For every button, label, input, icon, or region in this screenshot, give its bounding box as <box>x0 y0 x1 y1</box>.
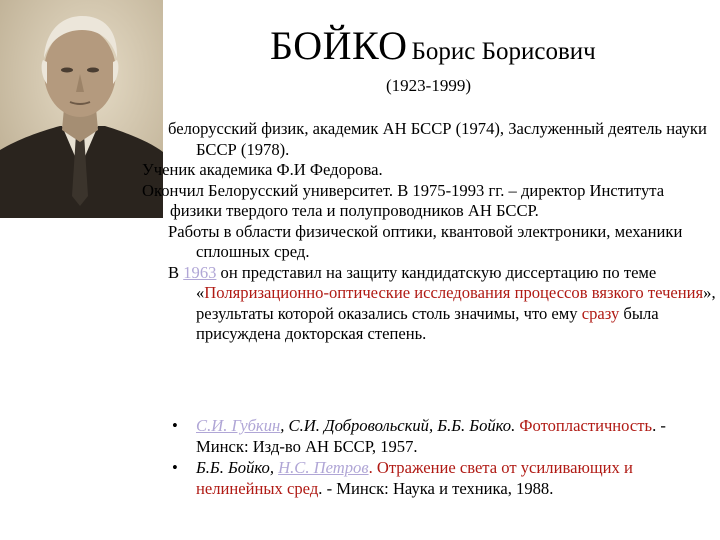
bullet: • <box>172 458 178 477</box>
given-names: Борис Борисович <box>411 38 596 65</box>
bio-text: В <box>168 262 184 282</box>
bio-text: он представил на защиту кандидатскую диссертацию по теме « <box>196 262 657 302</box>
thesis-title: Поляризационно-оптические исследования процессов вязкого течения <box>204 283 704 302</box>
publication-info: . - Минск: Наука и техника, 1988. <box>318 478 554 498</box>
bio-paragraph-1: белорусский физик, академик АН БССР (1974), Заслуженный деятель науки БССР (1978). <box>168 119 707 159</box>
bio-paragraph-4: Работы в области физической оптики, квантовой электроники, механики сплошных сред. <box>168 221 683 261</box>
bio-paragraph-5 <box>168 263 716 345</box>
bio-text: была присуждена докторская степень. <box>196 303 659 343</box>
list-item <box>168 416 716 457</box>
bio-paragraph-2: Ученик академика Ф.И Федорова. <box>142 160 383 179</box>
publication-info: . - Минск: Изд-во АН БССР, 1957. <box>196 416 666 456</box>
bio-text: », результаты которой оказались столь значимы, что ему <box>196 283 716 323</box>
surname: БОЙКО <box>270 23 408 68</box>
author-link[interactable]: С.И. Губкин <box>196 416 281 435</box>
references-list <box>168 416 716 500</box>
publication-title: . Отражение света от усиливающих и нелинейных сред <box>196 458 633 498</box>
publication-title: Фотопластичность <box>519 416 653 435</box>
portrait-image <box>0 0 163 218</box>
page-title <box>270 22 596 69</box>
list-item <box>168 458 716 499</box>
year-link[interactable]: 1963 <box>183 262 217 282</box>
bio-paragraph-3: Окончил Белорусский университет. В 1975-1993 гг. – директор Института физики твердого тела и полупроводников АН БССР. <box>142 180 665 220</box>
authors: , С.И. Добровольский, Б.Б. Бойко. <box>280 416 520 435</box>
author-link[interactable]: Н.С. Петров <box>278 458 369 477</box>
authors: Б.Б. Бойко, <box>196 458 279 477</box>
biography <box>142 119 716 345</box>
bullet: • <box>172 416 178 435</box>
portrait-photo <box>0 0 163 218</box>
highlight-word: сразу <box>581 303 620 323</box>
life-years: (1923-1999) <box>386 76 471 95</box>
